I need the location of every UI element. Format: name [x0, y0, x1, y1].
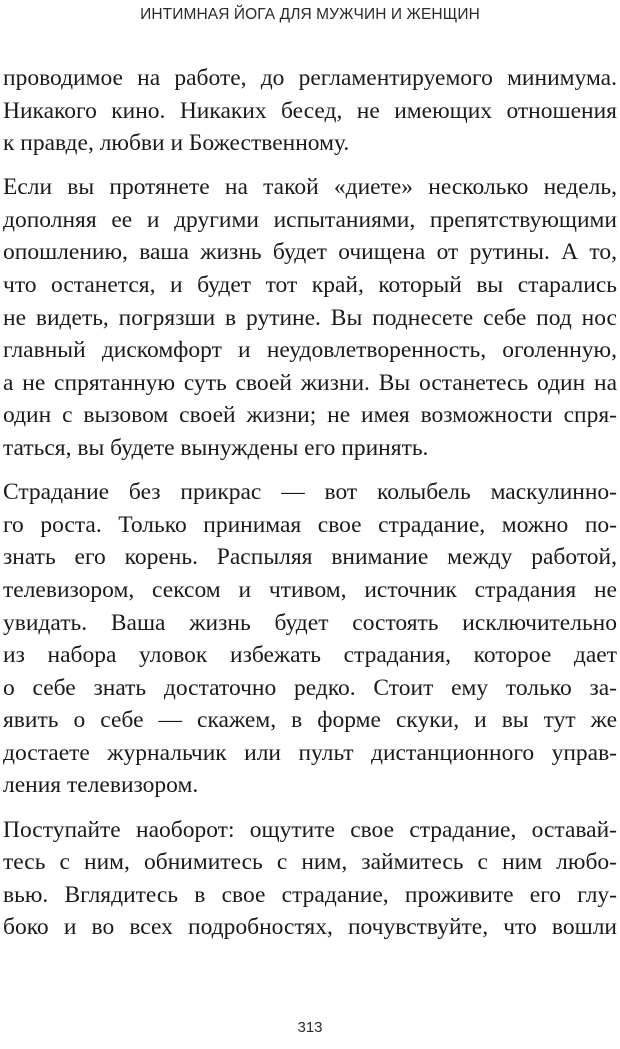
text-line: а не спрятанную суть своей жизни. Вы останетесь один на [3, 369, 617, 396]
running-header: ИНТИМНАЯ ЙОГА ДЛЯ МУЖЧИН И ЖЕНЩИН [140, 6, 480, 23]
text-line: Поступайте наоборот: ощутите свое страдание, оставай- [3, 816, 617, 843]
text-line: дополняя ее и другими испытаниями, препятствующими [3, 206, 617, 233]
text-line: таться, вы будете вынуждены его принять. [3, 435, 429, 462]
text-line: вью. Вглядитесь в свое страдание, проживите его глу- [3, 881, 617, 908]
page-body [3, 62, 617, 944]
text-line: что останется, и будет тот край, который вы старались [3, 272, 617, 299]
text-line: о себе знать достаточно редко. Стоит ему только за- [3, 674, 617, 701]
text-line: Никакого кино. Никаких бесед, не имеющих отношения [3, 97, 617, 124]
paragraph-1 [3, 62, 617, 160]
text-line: явить о себе — скажем, в форме скуки, и вы тут же [3, 707, 617, 734]
text-line: Если вы протянете на такой «диете» несколько недель, [3, 174, 617, 201]
text-line: главный дискомфорт и неудовлетворенность, оголенную, [3, 337, 617, 364]
text-line: проводимое на работе, до регламентируемого минимума. [3, 65, 617, 91]
text-line: увидать. Ваша жизнь будет состоять исключительно [3, 609, 617, 636]
paragraph-3 [3, 476, 617, 802]
text-line: не видеть, погрязши в рутине. Вы поднесете себе под нос [3, 304, 617, 331]
paragraph-4 [3, 814, 617, 944]
text-line: боко и во всех подробностях, почувствуйте, что вошли [3, 914, 617, 941]
text-line: достаете журнальчик или пульт дистанционного управ- [3, 739, 617, 766]
text-line: Страдание без прикрас — вот колыбель маскулинно- [3, 479, 617, 506]
text-line: к правде, любви и Божественному. [3, 130, 350, 157]
text-line: знать его корень. Распыляя внимание между работой, [3, 544, 617, 571]
text-line: го роста. Только принимая свое страдание, можно по- [3, 511, 617, 538]
text-line: тесь с ним, обнимитесь с ним, займитесь с ним любо- [3, 849, 617, 876]
text-line: ления телевизором. [3, 772, 199, 799]
text-line: телевизором, сексом и чтивом, источник страдания не [3, 576, 617, 603]
text-line: из набора уловок избежать страдания, которое дает [3, 642, 617, 669]
text-line: один с вызовом своей жизни; не имея возможности спря- [3, 402, 617, 429]
paragraph-2 [3, 171, 617, 464]
text-line: опошлению, ваша жизнь будет очищена от рутины. А то, [3, 239, 617, 266]
page-number: 313 [297, 1019, 323, 1036]
